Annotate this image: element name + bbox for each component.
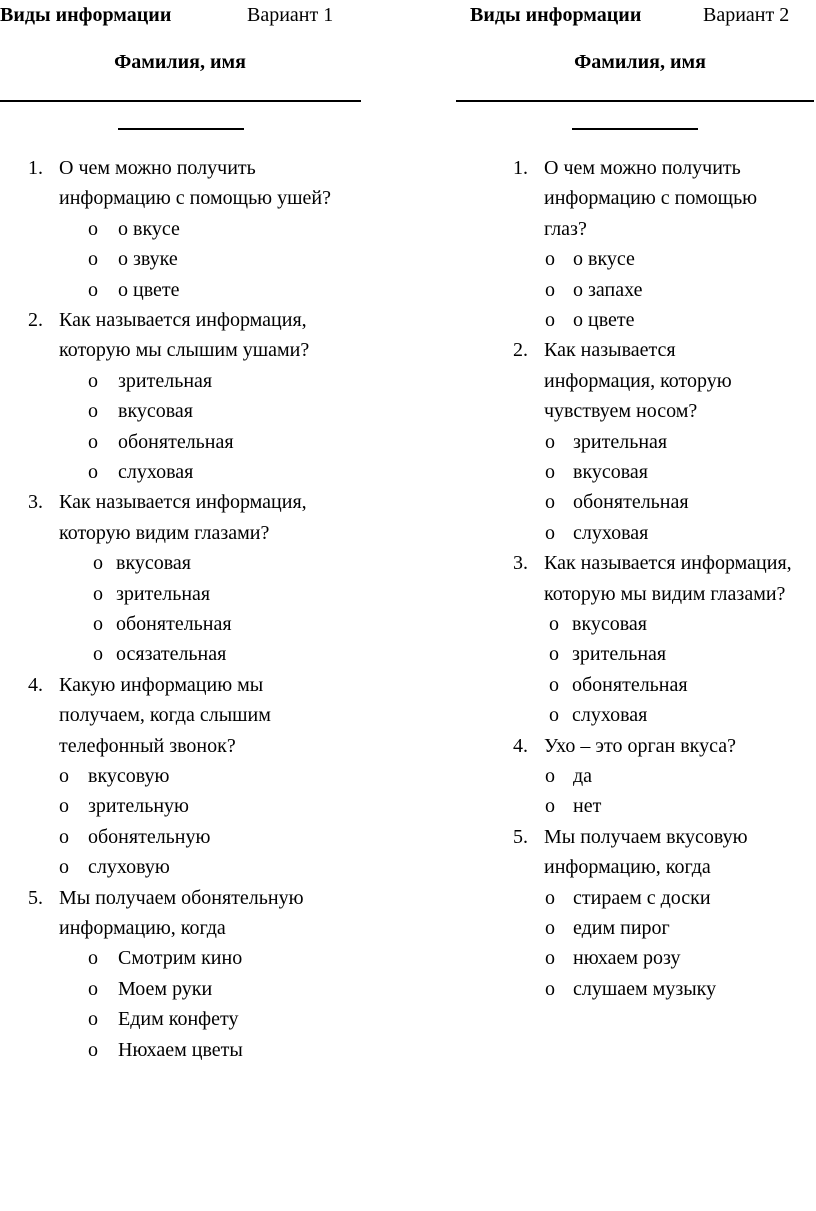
circle-bullet-icon: o <box>88 278 98 301</box>
question-number: 4. <box>28 673 43 696</box>
question-text: Как называется информация, которую чувствуем носом? <box>544 339 732 423</box>
question <box>0 305 360 366</box>
question-number: 5. <box>513 825 528 848</box>
circle-bullet-icon: o <box>88 430 98 453</box>
answer-option[interactable]: o вкусовая <box>456 609 816 639</box>
answer-option[interactable]: o слушаем музыку <box>456 974 816 1004</box>
circle-bullet-icon: o <box>88 947 98 970</box>
question-text: О чем можно получить информацию с помощью ушей? <box>59 157 331 210</box>
answer-option[interactable]: o зрительная <box>0 366 360 396</box>
answer-option[interactable]: o слуховая <box>456 700 816 730</box>
circle-bullet-icon: o <box>59 795 69 818</box>
answer-option[interactable]: o едим пирог <box>456 913 816 943</box>
circle-bullet-icon: o <box>88 977 98 1000</box>
circle-bullet-icon: o <box>88 369 98 392</box>
question-text: Мы получаем вкусовую информацию, когда <box>544 825 748 879</box>
answer-option[interactable]: o осязательная <box>0 639 360 669</box>
header <box>0 2 334 28</box>
question-number: 3. <box>28 491 43 514</box>
answer-option[interactable]: o обонятельная <box>456 670 816 700</box>
circle-bullet-icon: o <box>545 521 555 544</box>
answer-option[interactable]: o слуховая <box>456 518 816 548</box>
answer-option[interactable]: o о цвете <box>456 305 816 335</box>
circle-bullet-icon: o <box>545 916 555 939</box>
question-number: 5. <box>28 886 43 909</box>
question-text: Как называется информация, которую видим глазами? <box>59 491 307 544</box>
question-text: Ухо – это орган вкуса? <box>544 734 736 757</box>
circle-bullet-icon: o <box>93 612 103 635</box>
circle-bullet-icon: o <box>545 947 555 970</box>
answer-option[interactable]: o обонятельная <box>0 427 360 457</box>
name-label: Фамилия, имя <box>574 51 706 73</box>
question-number: 1. <box>28 157 43 179</box>
answer-option[interactable]: o о запахе <box>456 275 816 305</box>
variant-1-column <box>0 0 360 1211</box>
question <box>456 822 816 883</box>
question-number: 4. <box>513 734 528 757</box>
question-text: Мы получаем обонятельную информацию, когда <box>59 886 304 939</box>
question-list <box>456 153 816 1004</box>
question <box>456 548 816 609</box>
answer-option[interactable]: o обонятельная <box>0 609 360 639</box>
question-number: 2. <box>28 308 43 331</box>
answer-option[interactable]: o обонятельную <box>0 822 360 852</box>
circle-bullet-icon: o <box>549 643 559 666</box>
answer-option[interactable]: o нюхаем розу <box>456 943 816 973</box>
circle-bullet-icon: o <box>545 309 555 331</box>
option-list <box>0 761 360 883</box>
question <box>0 153 360 214</box>
question <box>456 335 816 426</box>
circle-bullet-icon: o <box>545 886 555 909</box>
answer-option[interactable]: o вкусовая <box>456 457 816 487</box>
option-list <box>456 883 816 1005</box>
circle-bullet-icon: o <box>545 430 555 453</box>
option-list <box>0 943 360 1065</box>
option-list <box>0 366 360 488</box>
answer-option[interactable]: o вкусовая <box>0 396 360 426</box>
answer-option[interactable]: o зрительная <box>0 579 360 609</box>
header <box>470 2 790 28</box>
answer-option[interactable]: o о вкусе <box>0 214 360 244</box>
question-number: 1. <box>513 157 528 179</box>
circle-bullet-icon: o <box>88 217 98 240</box>
answer-option[interactable]: o о вкусе <box>456 244 816 274</box>
circle-bullet-icon: o <box>59 856 69 879</box>
answer-option[interactable]: o обонятельная <box>456 487 816 517</box>
circle-bullet-icon: o <box>88 1038 98 1061</box>
question <box>0 883 360 944</box>
name-line-short <box>118 128 244 130</box>
answer-option[interactable]: o зрительную <box>0 791 360 821</box>
option-list <box>456 427 816 549</box>
name-line-short <box>572 128 698 130</box>
answer-option[interactable]: o зрительная <box>456 427 816 457</box>
answer-option[interactable]: o стираем с доски <box>456 883 816 913</box>
question <box>456 731 816 761</box>
option-list <box>0 214 360 305</box>
question-text: Как называется информация, которую мы видим глазами? <box>544 552 792 605</box>
name-line <box>456 100 814 102</box>
answer-option[interactable]: o вкусовую <box>0 761 360 791</box>
question <box>456 153 816 244</box>
variant-label: Вариант 2 <box>703 4 790 26</box>
answer-option[interactable]: o вкусовая <box>0 548 360 578</box>
answer-option[interactable]: o нет <box>456 791 816 821</box>
circle-bullet-icon: o <box>88 1008 98 1031</box>
answer-option[interactable]: o слуховая <box>0 457 360 487</box>
answer-option[interactable]: o Моем руки <box>0 974 360 1004</box>
question <box>0 487 360 548</box>
question <box>0 670 360 761</box>
option-list <box>456 761 816 822</box>
question-list <box>0 153 360 1065</box>
circle-bullet-icon: o <box>59 764 69 787</box>
worksheet-title: Виды информации <box>0 4 172 26</box>
answer-option[interactable]: o да <box>456 761 816 791</box>
answer-option[interactable]: o зрительная <box>456 639 816 669</box>
circle-bullet-icon: o <box>545 764 555 787</box>
option-list <box>0 548 360 670</box>
option-list <box>456 244 816 335</box>
circle-bullet-icon: o <box>93 582 103 605</box>
circle-bullet-icon: o <box>545 491 555 514</box>
name-label: Фамилия, имя <box>114 51 246 73</box>
answer-option[interactable]: o Едим конфету <box>0 1004 360 1034</box>
circle-bullet-icon: o <box>549 612 559 635</box>
answer-option[interactable]: o Нюхаем цветы <box>0 1035 360 1065</box>
question-text: Какую информацию мы получаем, когда слышим телефонный звонок? <box>59 673 271 757</box>
answer-option[interactable]: o о цвете <box>0 275 360 305</box>
circle-bullet-icon: o <box>88 248 98 271</box>
circle-bullet-icon: o <box>545 461 555 483</box>
worksheet-title: Виды информации <box>470 4 642 26</box>
question-number: 3. <box>513 552 528 575</box>
circle-bullet-icon: o <box>88 460 98 483</box>
circle-bullet-icon: o <box>545 795 555 818</box>
name-line <box>0 100 361 102</box>
variant-label: Вариант 1 <box>247 4 334 26</box>
circle-bullet-icon: o <box>93 643 103 666</box>
answer-option[interactable]: o о звуке <box>0 244 360 274</box>
circle-bullet-icon: o <box>88 400 98 423</box>
circle-bullet-icon: o <box>545 248 555 271</box>
question-text: О чем можно получить информацию с помощью глаз? <box>544 157 758 240</box>
option-list <box>456 609 816 731</box>
variant-2-column <box>456 0 816 1211</box>
circle-bullet-icon: o <box>549 704 559 727</box>
answer-option[interactable]: o Смотрим кино <box>0 943 360 973</box>
question-number: 2. <box>513 339 528 362</box>
circle-bullet-icon: o <box>93 552 103 575</box>
circle-bullet-icon: o <box>549 673 559 696</box>
circle-bullet-icon: o <box>545 977 555 1000</box>
circle-bullet-icon: o <box>545 278 555 301</box>
answer-option[interactable]: o слуховую <box>0 852 360 882</box>
question-text: Как называется информация, которую мы слышим ушами? <box>59 308 310 362</box>
circle-bullet-icon: o <box>59 825 69 848</box>
